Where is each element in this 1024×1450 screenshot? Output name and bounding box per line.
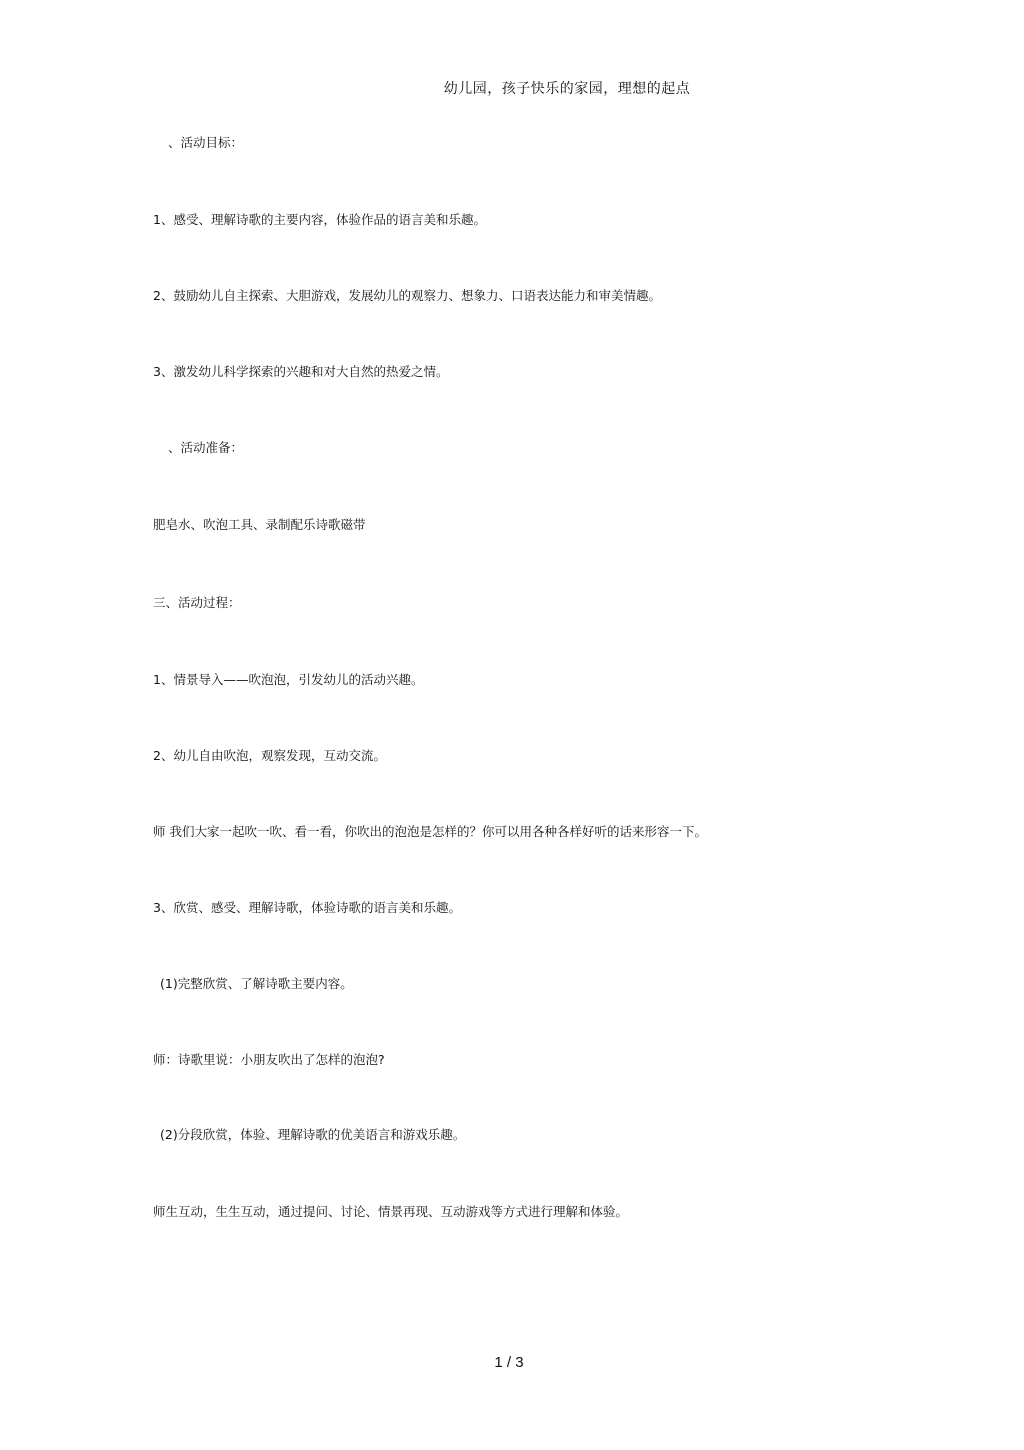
sub-step-1: (1)完整欣赏、了解诗歌主要内容。 (160, 976, 353, 991)
process-step-3: 3、欣赏、感受、理解诗歌，体验诗歌的语言美和乐趣。 (153, 900, 461, 915)
page-header: 幼儿园，孩子快乐的家园，理想的起点 (443, 81, 691, 97)
process-step-1: 1、情景导入——吹泡泡，引发幼儿的活动兴趣。 (153, 672, 424, 687)
section-heading-process: 三、活动过程： (153, 595, 241, 610)
teacher-prompt-1: 师 我们大家一起吹一吹、看一看，你吹出的泡泡是怎样的？你可以用各种各样好听的话来形容一下。 (153, 824, 707, 839)
section-heading-preparation: 、活动准备： (168, 440, 244, 455)
goal-item-3: 3、激发幼儿科学探索的兴趣和对大自然的热爱之情。 (153, 364, 449, 379)
interaction-text: 师生互动，生生互动，通过提问、讨论、情景再现、互动游戏等方式进行理解和体验。 (153, 1204, 629, 1219)
preparation-text: 肥皂水、吹泡工具、录制配乐诗歌磁带 (153, 517, 366, 532)
process-step-2: 2、幼儿自由吹泡，观察发现，互动交流。 (153, 748, 386, 763)
goal-item-2: 2、鼓励幼儿自主探索、大胆游戏，发展幼儿的观察力、想象力、口语表达能力和审美情趣。 (153, 288, 661, 303)
teacher-prompt-2: 师：诗歌里说：小朋友吹出了怎样的泡泡? (153, 1052, 385, 1067)
sub-step-2: (2)分段欣赏，体验、理解诗歌的优美语言和游戏乐趣。 (160, 1127, 466, 1142)
page-number: 1 / 3 (494, 1354, 524, 1371)
section-heading-goals: 、活动目标： (168, 135, 244, 150)
goal-item-1: 1、感受、理解诗歌的主要内容，体验作品的语言美和乐趣。 (153, 212, 486, 227)
